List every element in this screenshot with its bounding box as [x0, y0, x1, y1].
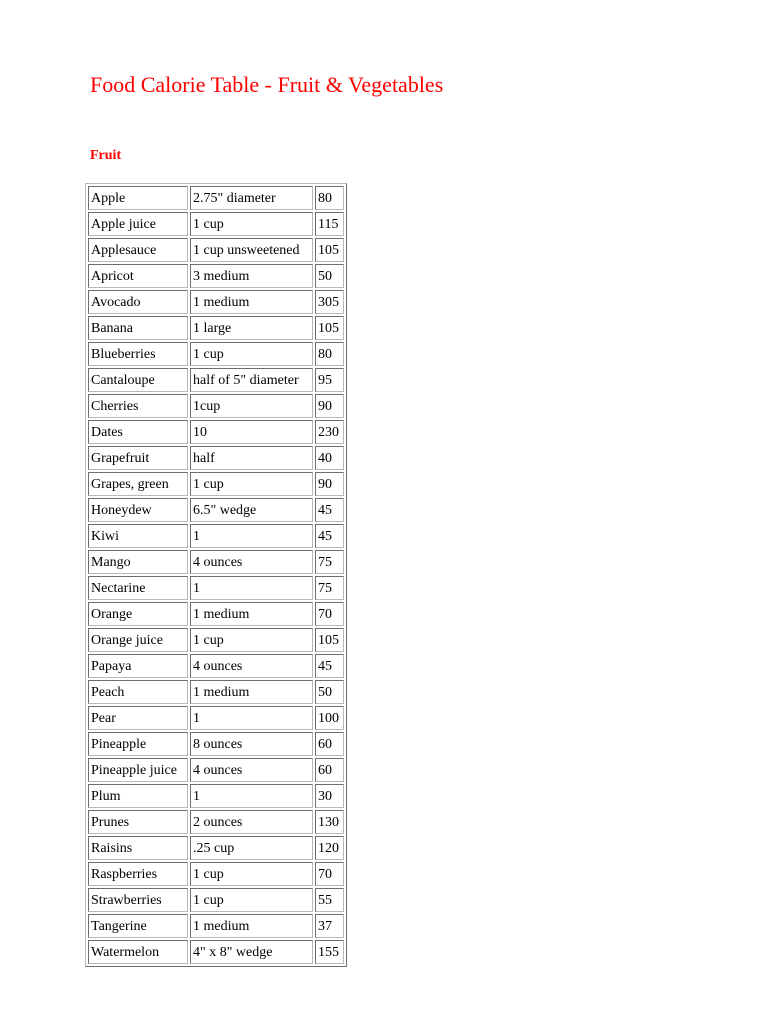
table-row: [88, 940, 344, 964]
calories-cell: 50: [315, 680, 344, 704]
portion-cell: half of 5" diameter: [190, 368, 313, 392]
food-name-cell: Applesauce: [88, 238, 188, 262]
portion-cell: 4 ounces: [190, 550, 313, 574]
food-name-cell: Plum: [88, 784, 188, 808]
food-name-cell: Banana: [88, 316, 188, 340]
food-name-cell: Prunes: [88, 810, 188, 834]
portion-cell: 4 ounces: [190, 654, 313, 678]
calories-cell: 105: [315, 316, 344, 340]
table-row: [88, 420, 344, 444]
table-row: [88, 368, 344, 392]
calories-cell: 115: [315, 212, 344, 236]
calories-cell: 130: [315, 810, 344, 834]
table-row: [88, 290, 344, 314]
food-name-cell: Avocado: [88, 290, 188, 314]
calories-cell: 120: [315, 836, 344, 860]
food-name-cell: Raspberries: [88, 862, 188, 886]
food-name-cell: Grapes, green: [88, 472, 188, 496]
table-row: [88, 524, 344, 548]
food-name-cell: Cantaloupe: [88, 368, 188, 392]
portion-cell: 1: [190, 576, 313, 600]
table-row: [88, 342, 344, 366]
portion-cell: 1 large: [190, 316, 313, 340]
calories-cell: 70: [315, 602, 344, 626]
portion-cell: 1 medium: [190, 602, 313, 626]
calories-cell: 105: [315, 628, 344, 652]
food-name-cell: Blueberries: [88, 342, 188, 366]
calories-cell: 155: [315, 940, 344, 964]
table-row: [88, 238, 344, 262]
table-row: [88, 758, 344, 782]
portion-cell: 1 cup unsweetened: [190, 238, 313, 262]
page-title: Food Calorie Table - Fruit & Vegetables: [90, 72, 444, 97]
food-name-cell: Orange: [88, 602, 188, 626]
calories-cell: 90: [315, 472, 344, 496]
food-name-cell: Tangerine: [88, 914, 188, 938]
table-row: [88, 836, 344, 860]
food-name-cell: Pineapple juice: [88, 758, 188, 782]
portion-cell: 4 ounces: [190, 758, 313, 782]
portion-cell: 1 cup: [190, 888, 313, 912]
table-row: [88, 628, 344, 652]
food-name-cell: Mango: [88, 550, 188, 574]
food-name-cell: Pineapple: [88, 732, 188, 756]
portion-cell: 2 ounces: [190, 810, 313, 834]
calories-cell: 105: [315, 238, 344, 262]
table-row: [88, 810, 344, 834]
calories-cell: 75: [315, 576, 344, 600]
calories-cell: 100: [315, 706, 344, 730]
portion-cell: 1 cup: [190, 212, 313, 236]
portion-cell: 1 cup: [190, 472, 313, 496]
portion-cell: 3 medium: [190, 264, 313, 288]
section-heading-fruit: Fruit: [90, 148, 122, 163]
food-name-cell: Watermelon: [88, 940, 188, 964]
table-row: [88, 186, 344, 210]
portion-cell: 2.75" diameter: [190, 186, 313, 210]
table-row: [88, 550, 344, 574]
portion-cell: 10: [190, 420, 313, 444]
table-row: [88, 264, 344, 288]
calories-cell: 230: [315, 420, 344, 444]
calories-cell: 40: [315, 446, 344, 470]
food-name-cell: Peach: [88, 680, 188, 704]
portion-cell: 1 medium: [190, 680, 313, 704]
table-row: [88, 472, 344, 496]
calories-cell: 90: [315, 394, 344, 418]
table-row: [88, 446, 344, 470]
table-row: [88, 706, 344, 730]
table-row: [88, 732, 344, 756]
calories-cell: 95: [315, 368, 344, 392]
portion-cell: 8 ounces: [190, 732, 313, 756]
portion-cell: 1: [190, 706, 313, 730]
calories-cell: 37: [315, 914, 344, 938]
table-row: [88, 654, 344, 678]
portion-cell: half: [190, 446, 313, 470]
food-name-cell: Strawberries: [88, 888, 188, 912]
calories-cell: 30: [315, 784, 344, 808]
table-row: [88, 212, 344, 236]
calories-cell: 80: [315, 342, 344, 366]
portion-cell: 1 medium: [190, 290, 313, 314]
calories-cell: 60: [315, 732, 344, 756]
table-row: [88, 862, 344, 886]
calories-cell: 45: [315, 524, 344, 548]
table-row: [88, 498, 344, 522]
food-name-cell: Kiwi: [88, 524, 188, 548]
table-row: [88, 576, 344, 600]
table-row: [88, 914, 344, 938]
food-name-cell: Honeydew: [88, 498, 188, 522]
calories-cell: 75: [315, 550, 344, 574]
food-name-cell: Papaya: [88, 654, 188, 678]
fruit-calorie-table: [85, 183, 347, 967]
table-row: [88, 888, 344, 912]
table-row: [88, 394, 344, 418]
portion-cell: 1 cup: [190, 862, 313, 886]
table-row: [88, 316, 344, 340]
calories-cell: 45: [315, 498, 344, 522]
portion-cell: 1 cup: [190, 628, 313, 652]
calories-cell: 80: [315, 186, 344, 210]
food-name-cell: Apple juice: [88, 212, 188, 236]
calories-cell: 55: [315, 888, 344, 912]
fruit-table-body: [88, 186, 344, 964]
portion-cell: 6.5" wedge: [190, 498, 313, 522]
table-row: [88, 602, 344, 626]
food-name-cell: Cherries: [88, 394, 188, 418]
table-row: [88, 680, 344, 704]
calories-cell: 60: [315, 758, 344, 782]
calories-cell: 305: [315, 290, 344, 314]
portion-cell: 1 medium: [190, 914, 313, 938]
food-name-cell: Orange juice: [88, 628, 188, 652]
portion-cell: 1cup: [190, 394, 313, 418]
calories-cell: 70: [315, 862, 344, 886]
portion-cell: 4" x 8" wedge: [190, 940, 313, 964]
food-name-cell: Nectarine: [88, 576, 188, 600]
food-name-cell: Raisins: [88, 836, 188, 860]
portion-cell: 1 cup: [190, 342, 313, 366]
calories-cell: 45: [315, 654, 344, 678]
table-row: [88, 784, 344, 808]
food-name-cell: Dates: [88, 420, 188, 444]
portion-cell: 1: [190, 524, 313, 548]
food-name-cell: Apricot: [88, 264, 188, 288]
food-name-cell: Apple: [88, 186, 188, 210]
food-name-cell: Grapefruit: [88, 446, 188, 470]
portion-cell: .25 cup: [190, 836, 313, 860]
calories-cell: 50: [315, 264, 344, 288]
portion-cell: 1: [190, 784, 313, 808]
food-name-cell: Pear: [88, 706, 188, 730]
